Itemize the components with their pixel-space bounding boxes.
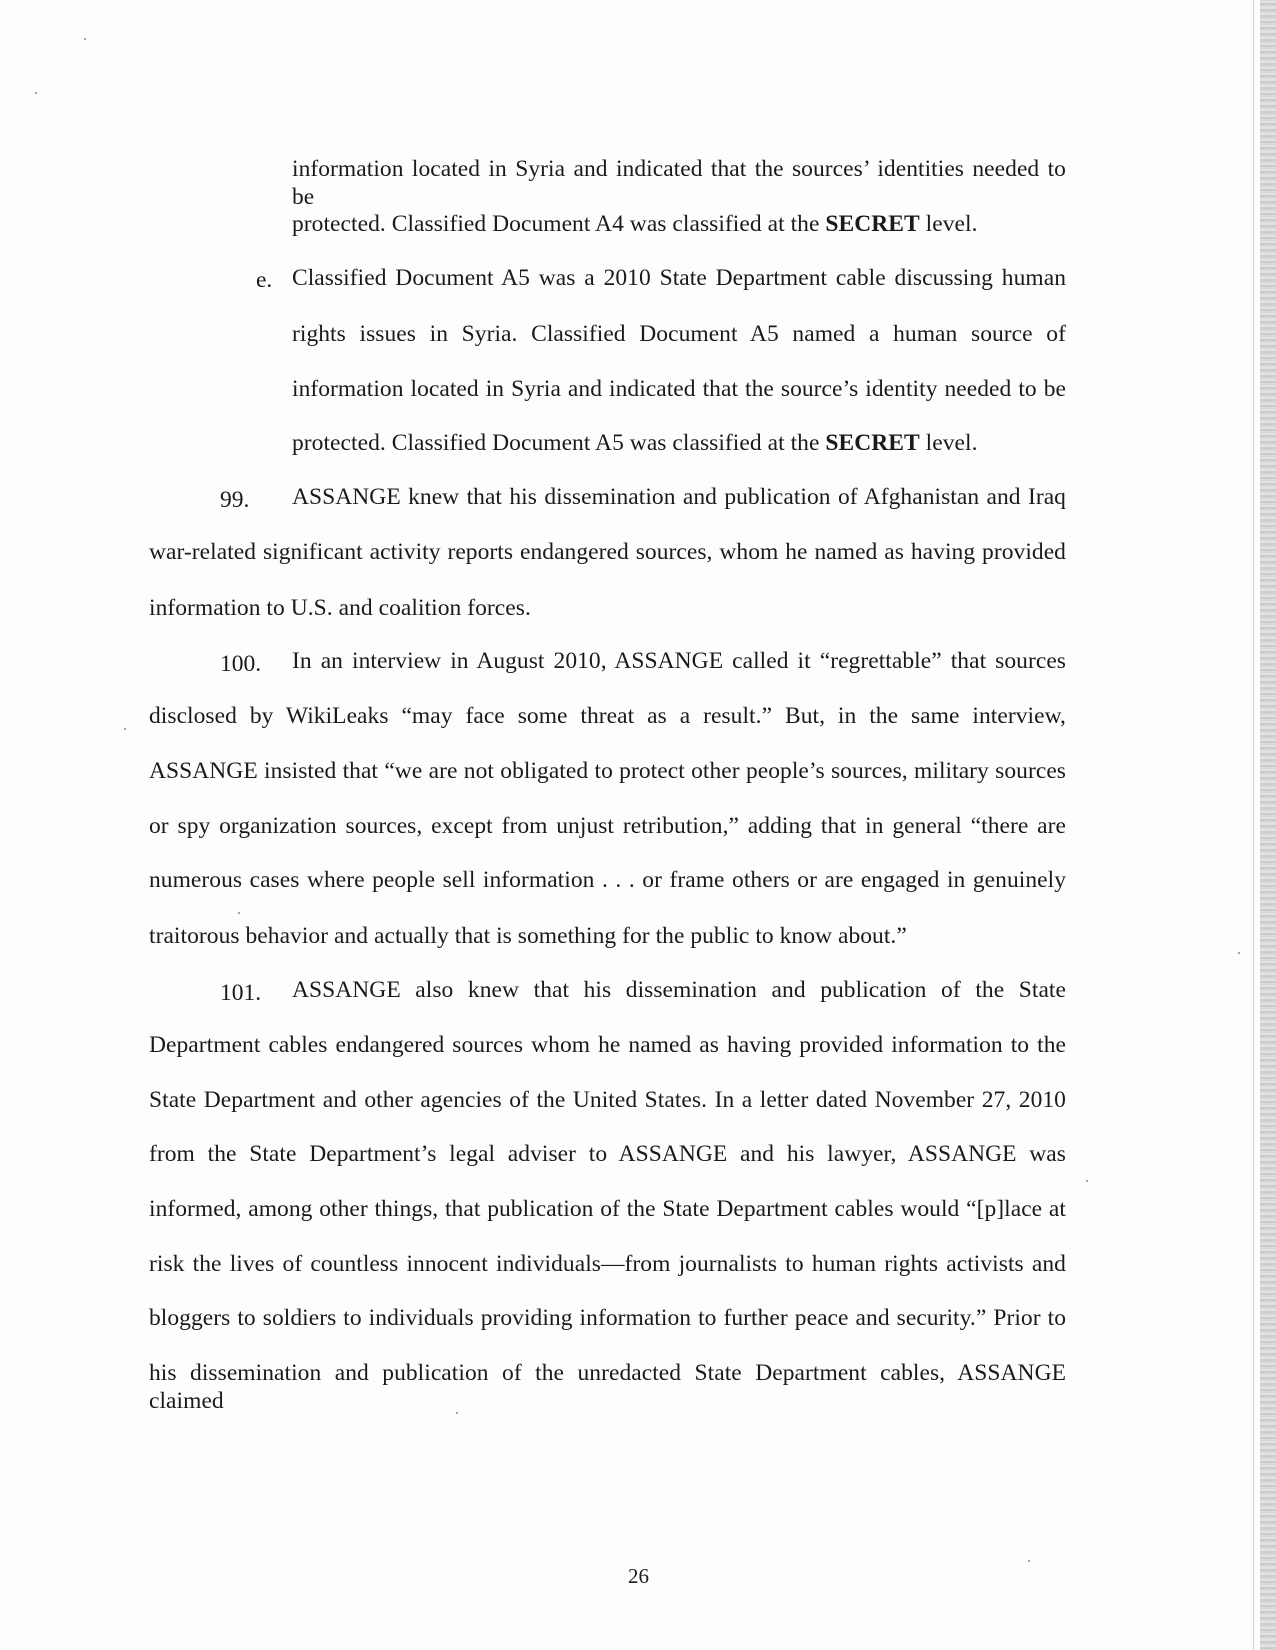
scan-speck xyxy=(456,1412,458,1414)
scan-speck xyxy=(1238,952,1240,954)
scan-speck xyxy=(1028,1560,1030,1562)
paragraph-line: traitorous behavior and actually that is something for the public to know about.” xyxy=(149,923,907,949)
paragraph-line: bloggers to soldiers to individuals providing information to further peace and security.” Prior to xyxy=(149,1305,1066,1331)
classification-level: SECRET xyxy=(825,430,920,456)
line-text: protected. Classified Document A5 was classified at the xyxy=(292,430,826,456)
paragraph-line: numerous cases where people sell information . . . or frame others or are engaged in genuinely xyxy=(149,867,1066,893)
paragraph-number: 101. xyxy=(220,980,262,1006)
scan-speck xyxy=(35,92,37,94)
continuation-line: information located in Syria and indicated that the sources’ identities needed to be xyxy=(292,156,1066,210)
paragraph-line: ASSANGE knew that his dissemination and publication of Afghanistan and Iraq xyxy=(292,484,1066,510)
line-text: level. xyxy=(919,211,978,237)
scan-edge-line xyxy=(1253,0,1254,1650)
scan-edge xyxy=(1260,0,1276,1650)
paragraph-line: State Department and other agencies of the United States. In a letter dated November 27, 2010 xyxy=(149,1087,1066,1113)
item-e-line: Classified Document A5 was a 2010 State Department cable discussing human xyxy=(292,265,1066,291)
scan-speck xyxy=(238,912,240,914)
list-marker: e. xyxy=(256,267,273,293)
paragraph-number: 100. xyxy=(220,651,262,677)
paragraph-line: disclosed by WikiLeaks “may face some threat as a result.” But, in the same interview, xyxy=(149,703,1066,729)
paragraph-line: informed, among other things, that publication of the State Department cables would “[p]lace at xyxy=(149,1196,1066,1222)
item-e-line: information located in Syria and indicated that the source’s identity needed to be xyxy=(292,376,1066,402)
paragraph-line: ASSANGE also knew that his dissemination and publication of the State xyxy=(292,977,1066,1003)
item-e-line xyxy=(292,429,978,457)
paragraph-line: risk the lives of countless innocent individuals—from journalists to human rights activists and xyxy=(149,1251,1066,1277)
paragraph-line: In an interview in August 2010, ASSANGE called it “regrettable” that sources xyxy=(292,648,1066,674)
line-text: protected. Classified Document A4 was classified at the xyxy=(292,211,826,237)
paragraph-line: his dissemination and publication of the unredacted State Department cables, ASSANGE claimed xyxy=(149,1360,1066,1414)
item-e-line: rights issues in Syria. Classified Document A5 named a human source of xyxy=(292,321,1066,347)
line-text: level. xyxy=(919,430,978,456)
paragraph-number: 99. xyxy=(220,487,250,513)
scan-speck xyxy=(124,728,126,730)
page-number: 26 xyxy=(628,1564,649,1588)
scan-speck xyxy=(84,38,86,40)
paragraph-line: information to U.S. and coalition forces. xyxy=(149,595,531,621)
paragraph-line: Department cables endangered sources whom he named as having provided information to the xyxy=(149,1032,1066,1058)
paragraph-line: war-related significant activity reports endangered sources, whom he named as having provided xyxy=(149,539,1066,565)
continuation-line xyxy=(292,210,978,238)
paragraph-line: or spy organization sources, except from unjust retribution,” adding that in general “there are xyxy=(149,813,1066,839)
classification-level: SECRET xyxy=(825,211,920,237)
scan-speck xyxy=(1086,1180,1088,1182)
paragraph-line: from the State Department’s legal adviser to ASSANGE and his lawyer, ASSANGE was xyxy=(149,1141,1066,1167)
paragraph-line: ASSANGE insisted that “we are not obligated to protect other people’s sources, military sources xyxy=(149,758,1066,784)
